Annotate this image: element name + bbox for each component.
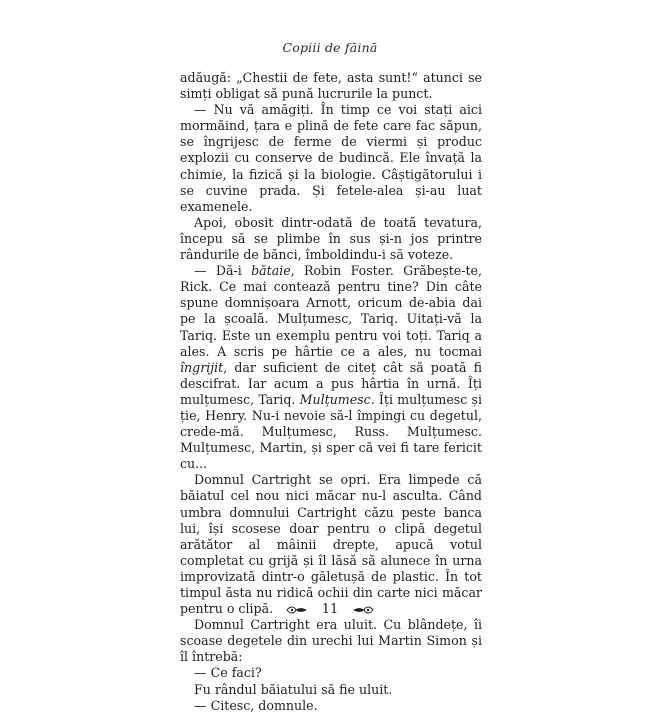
text-segment: . Îți mulțumesc și ție, Henry. Nu-i nevoie să-l împingi cu degetul, crede-mă. Mulțumesc, Russ. Mulțumesc. Mulțumesc, Martin, și sper că vei fi tare fericit cu... bbox=[180, 391, 483, 472]
paragraph bbox=[180, 70, 482, 102]
paragraph bbox=[180, 682, 482, 698]
paragraph bbox=[180, 263, 482, 472]
italic-segment: îngrijit bbox=[180, 359, 224, 375]
text-segment: Domnul Cartright se opri. Era limpede că băiatul cel nou nici măcar nu-l asculta. Când umbra domnului Cartright căzu peste banca lui, își scosese doar pentru o clipă degetul arătător al mâinii drepte, apucă votul completat cu grijă și îl lăsă să alunece în urna improvizată dintr-o găletușă de plastic. În tot timpul ăsta nu ridică ochii din carte nici măcar pentru o clipă. bbox=[180, 472, 482, 617]
fleuron-ornament-icon bbox=[286, 605, 308, 615]
running-head: Copiii de făină bbox=[282, 40, 378, 55]
text-segment: — Ce faci? bbox=[194, 665, 262, 681]
text-segment: adăugă: „Chestii de fete, asta sunt!“ atunci se simți obligat să pună lucrurile la punct. bbox=[180, 70, 482, 102]
page-number: 11 bbox=[321, 602, 339, 617]
paragraph bbox=[180, 215, 482, 263]
text-segment: Domnul Cartright era uluit. Cu blândețe, îi scoase degetele din urechi lui Martin Simon și îl întrebă: bbox=[180, 617, 482, 665]
italic-segment: Mulțumesc bbox=[299, 391, 371, 407]
page-footer bbox=[0, 602, 660, 617]
paragraph bbox=[180, 102, 482, 215]
text-segment: — Citesc, domnule. bbox=[194, 697, 318, 713]
text-segment: , Robin Foster. Grăbește-te, Rick. Ce mai contează pentru tine? Din câte spune domnișoara Arnott, oricum de-abia dai pe la școală. Mulțumesc, Tariq. Uitați-vă la Tariq. Este un exemplu pentru voi toți. Tariq a ales. A scris pe hârtie ce a ales, nu tocmai bbox=[180, 263, 482, 359]
paragraph bbox=[180, 472, 482, 617]
paragraph bbox=[180, 698, 482, 714]
fleuron-ornament-icon bbox=[352, 605, 374, 615]
text-segment: — Dă-i bbox=[194, 263, 252, 279]
text-segment: Apoi, obosit dintr-odată de toată tevatura, începu să se plimbe în sus și-n jos printre rândurile de bănci, îmboldindu-i să voteze. bbox=[180, 214, 482, 263]
text-segment: , dar suficient de citeț cât să poată fi descifrat. Iar acum a pus hârtia în urnă. Îți mulțumesc, Tariq. bbox=[180, 359, 482, 407]
text-segment: — Nu vă amăgiți. În timp ce voi stați aici mormăind, țara e plină de fete care fac săpun, se îngrijesc de ferme de viermi și produc explozii cu conserve de budincă. Ele învață la chimie, la fizică și la biologie. Câștigătorului i se cuvine prada. Și fetele-alea și-au luat examenele. bbox=[180, 102, 482, 214]
paragraph bbox=[180, 665, 482, 681]
body-text bbox=[180, 70, 482, 714]
paragraph bbox=[180, 617, 482, 665]
italic-segment: bătaie bbox=[251, 263, 291, 279]
text-segment: Fu rândul băiatului să fie uluit. bbox=[194, 681, 393, 697]
